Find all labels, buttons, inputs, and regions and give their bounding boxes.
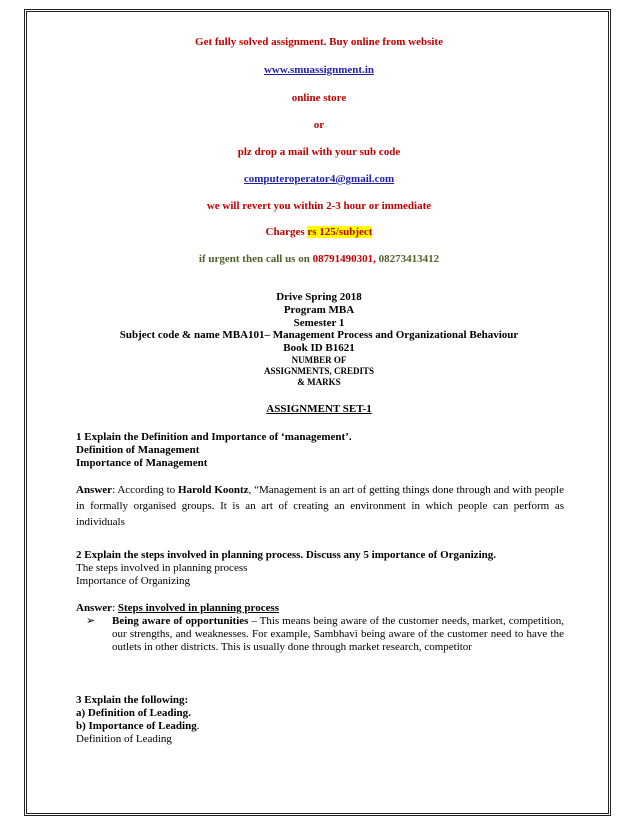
online-store-text: online store xyxy=(291,92,347,104)
mail-prompt: plz drop a mail with your sub code xyxy=(237,146,401,158)
q2-answer-row xyxy=(76,602,564,615)
q2-bullet-item xyxy=(86,615,564,654)
charges-label: Charges xyxy=(265,226,305,238)
q3-part-b: b) Importance of Leading xyxy=(76,720,197,732)
program-line: Program MBA xyxy=(283,304,355,316)
q1-sub-definition: Definition of Management xyxy=(76,444,200,456)
charges-value: rs 125/subject xyxy=(307,226,373,238)
q1-answer-body: , “Management is an art of getting things done through and with people in formally organised groups. It is an art of creating an environment in which people can perform as individuals xyxy=(76,484,564,528)
q1-answer xyxy=(76,482,564,530)
promo-line: Get fully solved assignment. Buy online from website xyxy=(195,36,443,48)
q2-answer-colon: : xyxy=(112,602,118,614)
q3-part-b-dot: . xyxy=(196,720,200,732)
phone-separator: , xyxy=(373,253,376,265)
q2-bullet-title: Being aware of opportunities xyxy=(112,615,249,627)
q1-answer-name: Harold Koontz xyxy=(178,484,249,496)
numbers-line-2: ASSIGNMENTS, CREDITS xyxy=(263,366,375,376)
urgent-row xyxy=(0,253,638,266)
drive-line: Drive Spring 2018 xyxy=(276,291,362,303)
q1-question: 1 Explain the Definition and Importance of ‘management’. xyxy=(76,431,352,443)
numbers-line-1: NUMBER OF xyxy=(291,355,347,365)
or-text: or xyxy=(313,119,325,131)
book-line: Book ID B1621 xyxy=(283,342,355,354)
urgent-label: if urgent then call us on xyxy=(198,253,310,265)
semester-line: Semester 1 xyxy=(293,317,345,329)
q2-bullet-body: – This means being aware of the customer needs, market, competition, our strengths, and weaknesses. For example, Sambhavi being aware of the customer need to have the outlets in other districts. This is usually done through market research, competitor xyxy=(112,615,564,653)
revert-text: we will revert you within 2-3 hour or immediate xyxy=(206,200,432,212)
q3-question: 3 Explain the following: xyxy=(76,694,189,706)
q2-answer-heading: Steps involved in planning process xyxy=(117,602,280,614)
assignment-title-row xyxy=(0,403,638,416)
website-link[interactable]: www.smuassignment.in xyxy=(263,64,375,76)
q3-sub-definition: Definition of Leading xyxy=(76,733,172,745)
q2-question: 2 Explain the steps involved in planning process. Discuss any 5 importance of Organizing. xyxy=(76,549,496,561)
numbers-line-3: & MARKS xyxy=(297,377,341,387)
q2-bullet-text xyxy=(112,615,564,654)
q3-part-b-row xyxy=(76,720,564,733)
q3-part-a: a) Definition of Leading. xyxy=(76,707,191,719)
email-link[interactable]: computeroperator4@gmail.com xyxy=(243,173,395,185)
email-row xyxy=(0,173,638,186)
q2-answer-label: Answer xyxy=(76,602,113,614)
arrow-bullet-icon: ➢ xyxy=(86,615,96,627)
charges-row xyxy=(0,226,638,239)
subject-line: Subject code & name MBA101– Management Process and Organizational Behaviour xyxy=(119,329,519,341)
phone-1: 08791490301 xyxy=(312,253,374,265)
assignment-title: ASSIGNMENT SET-1 xyxy=(266,403,372,415)
q1-sub-importance: Importance of Management xyxy=(76,457,208,469)
phone-2: 08273413412 xyxy=(378,253,440,265)
q2-sub-steps: The steps involved in planning process xyxy=(76,562,248,574)
website-link-row xyxy=(0,64,638,77)
q2-sub-importance: Importance of Organizing xyxy=(76,575,191,587)
q1-answer-label: Answer xyxy=(76,484,113,496)
q1-answer-pre: : According to xyxy=(112,484,179,496)
